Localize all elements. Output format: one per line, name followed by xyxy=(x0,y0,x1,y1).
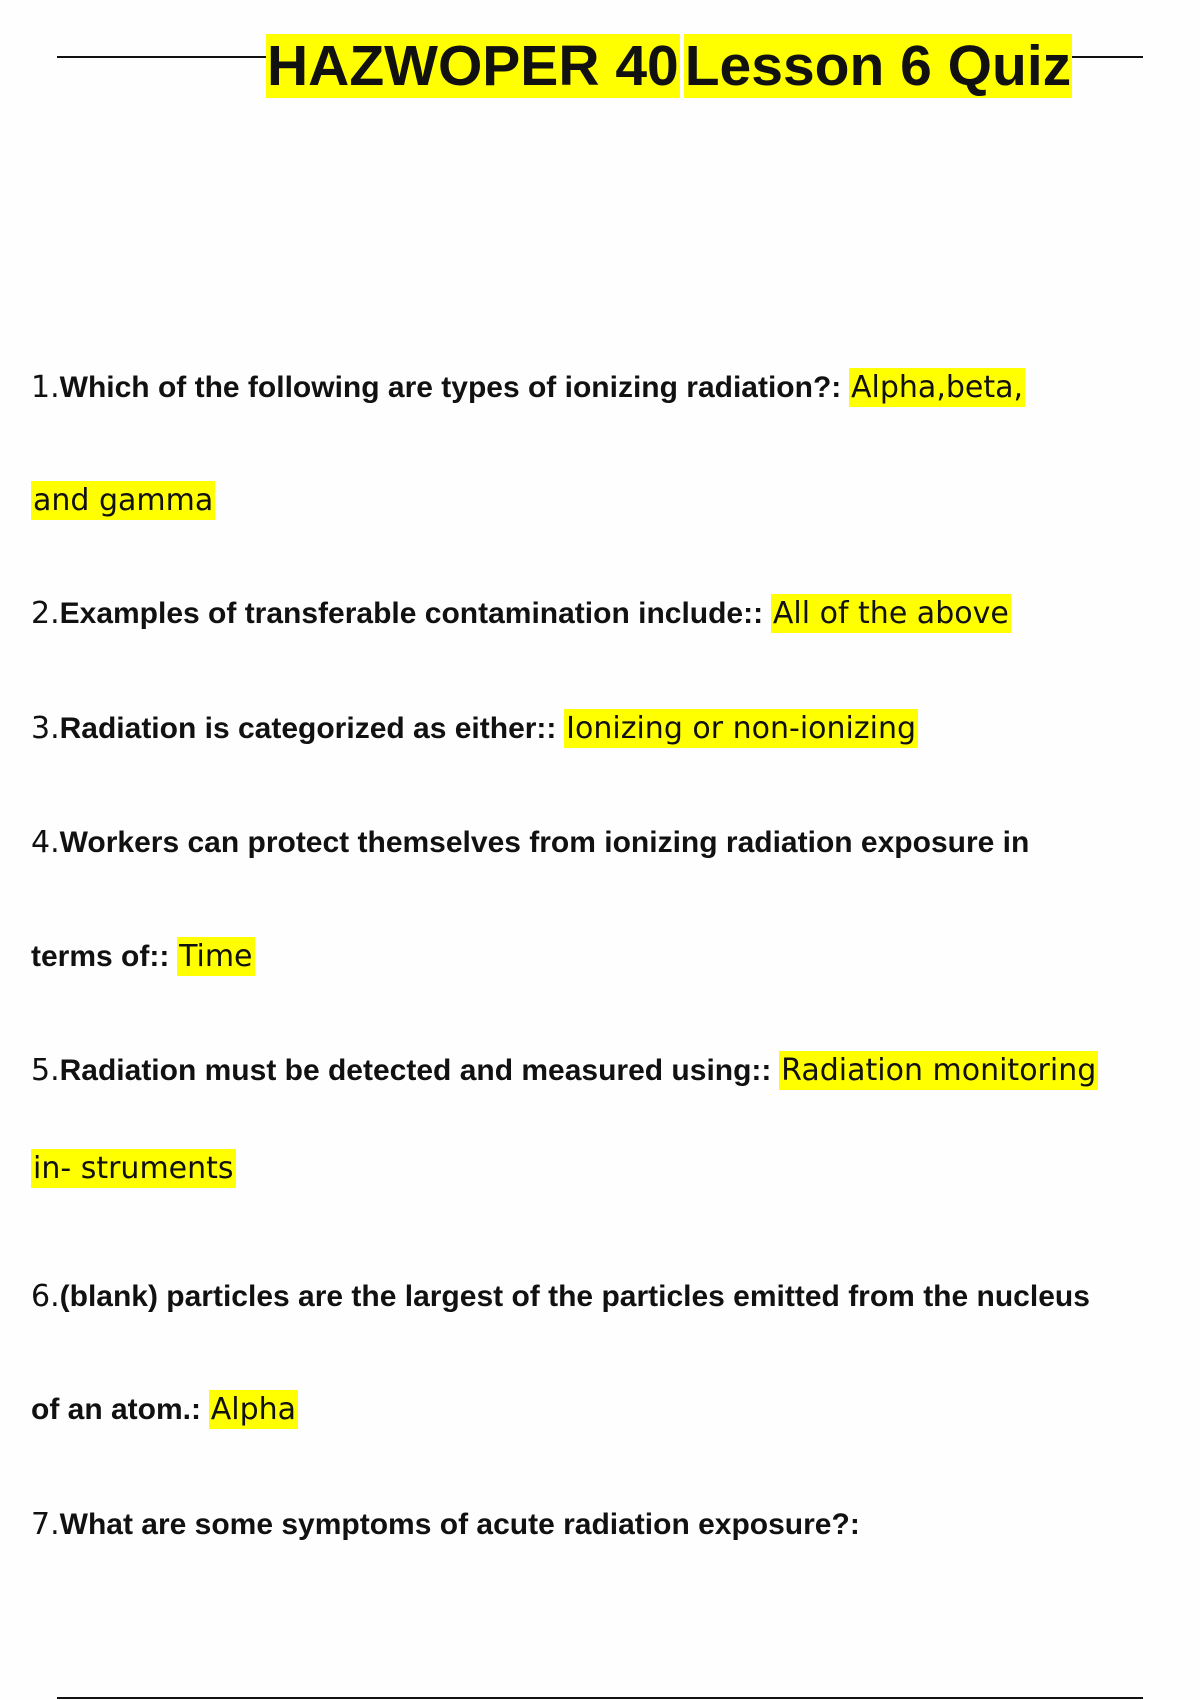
header-rule-right xyxy=(1071,56,1143,58)
header-rule-left xyxy=(57,56,269,58)
question-4-answer: Time xyxy=(179,939,253,974)
question-5-text: Radiation must be detected and measured using:: xyxy=(59,1054,772,1087)
question-3-line-1 xyxy=(31,705,918,751)
question-6-line-1 xyxy=(31,1273,1090,1319)
question-6-text-part-1: (blank) particles are the largest of the particles emitted from the nucleus xyxy=(59,1280,1090,1313)
question-2-line-1 xyxy=(31,590,1011,636)
question-1-answer-part-1: Alpha,beta, xyxy=(851,370,1024,405)
question-5-number: 5. xyxy=(31,1053,60,1088)
question-7-text: What are some symptoms of acute radiation exposure?: xyxy=(59,1508,860,1541)
question-1-answer-part-2: and gamma xyxy=(33,483,214,518)
question-3-answer: Ionizing or non-ionizing xyxy=(566,711,917,746)
question-3-number: 3. xyxy=(31,711,60,746)
question-2-number: 2. xyxy=(31,596,60,631)
page-title xyxy=(266,34,1072,98)
question-6-number: 6. xyxy=(31,1279,60,1314)
question-2-answer: All of the above xyxy=(772,596,1009,631)
question-6-line-2 xyxy=(31,1386,298,1432)
question-5-line-1 xyxy=(31,1047,1098,1093)
question-5-line-2 xyxy=(31,1145,236,1191)
question-1-text: Which of the following are types of ionizing radiation?: xyxy=(59,371,842,404)
question-4-line-2 xyxy=(31,933,255,979)
question-5-answer-part-1: Radiation monitoring xyxy=(781,1053,1097,1088)
question-4-text-part-2: terms of:: xyxy=(31,940,170,973)
question-4-number: 4. xyxy=(31,825,60,860)
footer-rule xyxy=(57,1697,1143,1699)
question-4-text-part-1: Workers can protect themselves from ionizing radiation exposure in xyxy=(59,826,1030,859)
title-part-1: HAZWOPER 40 xyxy=(267,34,679,98)
question-6-text-part-2: of an atom.: xyxy=(31,1393,201,1426)
question-2-text: Examples of transferable contamination include:: xyxy=(59,597,764,630)
question-6-answer: Alpha xyxy=(210,1392,297,1427)
question-7-number: 7. xyxy=(31,1507,60,1542)
question-1-line-1 xyxy=(31,364,1025,410)
question-1-line-2 xyxy=(31,477,215,523)
title-part-2: Lesson 6 Quiz xyxy=(684,34,1072,98)
question-1-number: 1. xyxy=(31,370,60,405)
question-7-line-1 xyxy=(31,1501,860,1547)
question-3-text: Radiation is categorized as either:: xyxy=(59,712,557,745)
question-5-answer-part-2: in- struments xyxy=(33,1151,234,1186)
question-4-line-1 xyxy=(31,819,1029,865)
